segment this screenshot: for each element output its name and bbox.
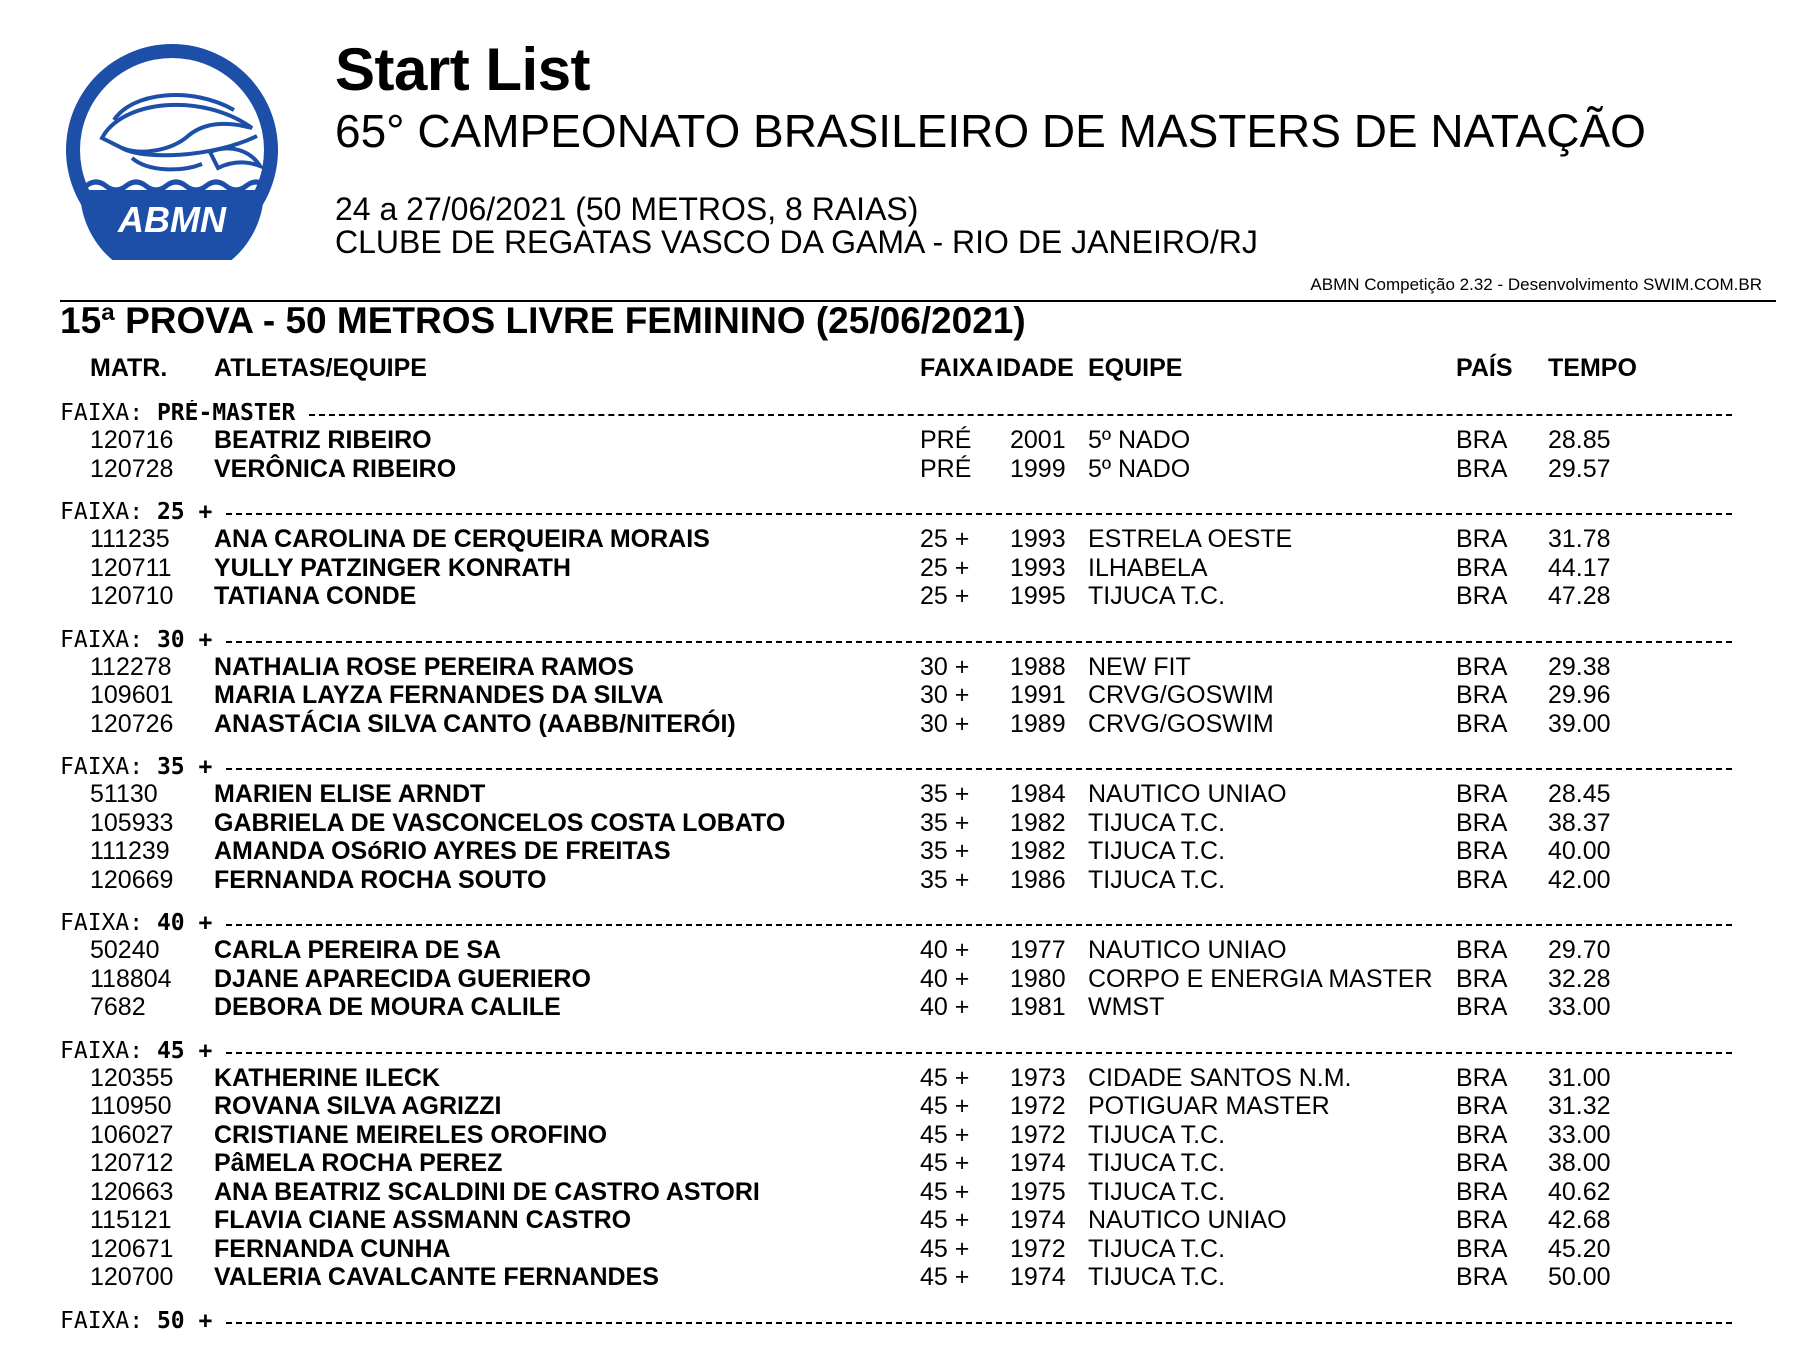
faixa-group — [0, 1308, 1812, 1334]
cell-name: ANA CAROLINA DE CERQUEIRA MORAIS — [214, 525, 710, 553]
cell-tempo: 50.00 — [1548, 1263, 1611, 1291]
cell-name: DJANE APARECIDA GUERIERO — [214, 964, 591, 993]
cell-name: FLAVIA CIANE ASSMANN CASTRO — [214, 1206, 632, 1234]
cell-equipe: NAUTICO UNIAO — [1088, 780, 1287, 808]
cell-tempo: 42.68 — [1548, 1206, 1611, 1234]
faixa-prefix: FAIXA: — [60, 910, 157, 936]
cell-idade: 1993 — [1010, 525, 1066, 553]
faixa-header — [0, 1308, 1812, 1334]
col-header-tempo: TEMPO — [1548, 354, 1637, 382]
cell-faixa: 35 + — [920, 808, 970, 837]
cell-faixa: 40 + — [920, 964, 970, 993]
table-row — [0, 993, 1812, 1022]
software-credit: ABMN Competição 2.32 - Desenvolvimento SWIM.COM.BR — [1310, 275, 1762, 294]
cell-pais: BRA — [1456, 808, 1508, 837]
cell-pais: BRA — [1456, 837, 1508, 865]
faixa-label — [60, 400, 295, 426]
cell-matr: 106027 — [90, 1120, 174, 1149]
cell-pais: BRA — [1456, 553, 1508, 582]
table-row — [0, 582, 1812, 611]
cell-pais: BRA — [1456, 1120, 1508, 1149]
cell-equipe: TIJUCA T.C. — [1088, 582, 1226, 610]
faixa-label — [60, 1038, 212, 1064]
table-row — [0, 1178, 1812, 1207]
cell-tempo: 33.00 — [1548, 993, 1611, 1021]
start-list — [0, 400, 1812, 1350]
cell-pais: BRA — [1456, 454, 1508, 483]
cell-idade: 1986 — [1010, 865, 1066, 894]
faixa-group — [0, 499, 1812, 611]
cell-equipe: TIJUCA T.C. — [1088, 1120, 1226, 1149]
cell-matr: 120711 — [90, 553, 172, 582]
faixa-prefix: FAIXA: — [60, 499, 157, 525]
cell-pais: BRA — [1456, 1234, 1508, 1263]
cell-name: ANA BEATRIZ SCALDINI DE CASTRO ASTORI — [214, 1177, 760, 1206]
cell-pais: BRA — [1456, 681, 1508, 709]
cell-equipe: NAUTICO UNIAO — [1088, 1206, 1287, 1234]
cell-tempo: 40.00 — [1548, 837, 1611, 865]
table-row — [0, 1235, 1812, 1264]
cell-equipe: WMST — [1088, 993, 1165, 1021]
cell-equipe: TIJUCA T.C. — [1088, 1263, 1226, 1291]
faixa-label — [60, 627, 212, 653]
cell-pais: BRA — [1456, 1206, 1508, 1234]
cell-matr: 120728 — [90, 454, 174, 483]
table-row — [0, 809, 1812, 838]
cell-tempo: 31.78 — [1548, 525, 1611, 553]
cell-pais: BRA — [1456, 1263, 1508, 1291]
table-row — [0, 455, 1812, 484]
faixa-group — [0, 754, 1812, 894]
table-row — [0, 936, 1812, 965]
cell-tempo: 29.57 — [1548, 454, 1611, 483]
cell-equipe: CIDADE SANTOS N.M. — [1088, 1063, 1352, 1092]
cell-idade: 1975 — [1010, 1177, 1066, 1206]
cell-faixa: 30 + — [920, 709, 970, 738]
cell-faixa: 45 + — [920, 1092, 970, 1120]
faixa-header — [0, 400, 1812, 426]
cell-matr: 120700 — [90, 1263, 174, 1291]
cell-tempo: 32.28 — [1548, 964, 1611, 993]
cell-faixa: 45 + — [920, 1149, 970, 1177]
col-header-equipe: EQUIPE — [1088, 354, 1183, 382]
abmn-logo — [62, 40, 282, 260]
cell-tempo: 44.17 — [1548, 553, 1611, 582]
table-row — [0, 1121, 1812, 1150]
col-header-pais: PAÍS — [1456, 354, 1513, 382]
faixa-dashed-rule — [226, 924, 1732, 926]
cell-name: CRISTIANE MEIRELES OROFINO — [214, 1120, 608, 1149]
cell-pais: BRA — [1456, 1177, 1508, 1206]
cell-tempo: 33.00 — [1548, 1120, 1611, 1149]
cell-tempo: 31.00 — [1548, 1063, 1611, 1092]
faixa-group — [0, 1038, 1812, 1292]
faixa-dashed-rule — [309, 414, 1732, 416]
cell-matr: 7682 — [90, 993, 146, 1021]
cell-tempo: 45.20 — [1548, 1234, 1611, 1263]
faixa-header — [0, 627, 1812, 653]
faixa-header — [0, 499, 1812, 525]
cell-pais: BRA — [1456, 1149, 1508, 1177]
cell-idade: 1972 — [1010, 1120, 1066, 1149]
cell-name: ANASTÁCIA SILVA CANTO (AABB/NITERÓI) — [214, 709, 736, 738]
table-row — [0, 1092, 1812, 1121]
cell-faixa: 40 + — [920, 936, 970, 964]
cell-name: PâMELA ROCHA PEREZ — [214, 1149, 503, 1177]
cell-name: MARIEN ELISE ARNDT — [214, 780, 486, 808]
faixa-group — [0, 400, 1812, 483]
cell-equipe: TIJUCA T.C. — [1088, 1177, 1226, 1206]
cell-idade: 1981 — [1010, 993, 1066, 1021]
cell-equipe: TIJUCA T.C. — [1088, 865, 1226, 894]
table-row — [0, 780, 1812, 809]
faixa-header — [0, 754, 1812, 780]
cell-equipe: TIJUCA T.C. — [1088, 1234, 1226, 1263]
col-header-atletas: ATLETAS/EQUIPE — [214, 354, 427, 382]
cell-name: YULLY PATZINGER KONRATH — [214, 553, 571, 582]
cell-matr: 120671 — [90, 1234, 174, 1263]
cell-idade: 1984 — [1010, 780, 1066, 808]
cell-faixa: 45 + — [920, 1120, 970, 1149]
cell-matr: 120669 — [90, 865, 174, 894]
cell-tempo: 38.00 — [1548, 1149, 1611, 1177]
faixa-name: 50 + — [156, 1307, 213, 1334]
faixa-prefix: FAIXA: — [60, 626, 157, 653]
table-row — [0, 965, 1812, 994]
faixa-group — [0, 627, 1812, 739]
cell-tempo: 40.62 — [1548, 1177, 1611, 1206]
cell-idade: 1995 — [1010, 582, 1066, 610]
cell-matr: 120726 — [90, 709, 174, 738]
faixa-label — [60, 754, 212, 780]
cell-faixa: 45 + — [920, 1177, 970, 1206]
cell-name: AMANDA OSóRIO AYRES DE FREITAS — [214, 837, 671, 865]
cell-faixa: 30 + — [920, 652, 970, 681]
event-venue: CLUBE DE REGATAS VASCO DA GAMA - RIO DE JANEIRO/RJ — [335, 224, 1258, 260]
cell-matr: 120716 — [90, 426, 174, 454]
cell-equipe: ILHABELA — [1088, 553, 1208, 582]
cell-name: DEBORA DE MOURA CALILE — [214, 993, 561, 1021]
cell-faixa: 45 + — [920, 1063, 970, 1092]
cell-equipe: NEW FIT — [1088, 652, 1191, 681]
cell-matr: 120710 — [90, 582, 174, 610]
cell-matr: 118804 — [90, 964, 172, 993]
cell-idade: 1972 — [1010, 1234, 1066, 1263]
cell-idade: 1974 — [1010, 1149, 1066, 1177]
dolphin-logo-icon — [62, 40, 282, 260]
cell-faixa: 25 + — [920, 525, 970, 553]
cell-equipe: TIJUCA T.C. — [1088, 837, 1226, 865]
cell-matr: 105933 — [90, 808, 174, 837]
cell-faixa: 45 + — [920, 1234, 970, 1263]
table-row — [0, 426, 1812, 455]
cell-tempo: 29.70 — [1548, 936, 1611, 964]
cell-idade: 1989 — [1010, 709, 1066, 738]
table-row — [0, 1064, 1812, 1093]
cell-name: ROVANA SILVA AGRIZZI — [214, 1092, 502, 1120]
event-dates: 24 a 27/06/2021 (50 METROS, 8 RAIAS) — [335, 191, 919, 227]
cell-pais: BRA — [1456, 936, 1508, 964]
cell-pais: BRA — [1456, 865, 1508, 894]
cell-faixa: 35 + — [920, 780, 970, 808]
cell-name: TATIANA CONDE — [214, 582, 417, 610]
faixa-name: 45 + — [156, 1037, 213, 1064]
cell-tempo: 38.37 — [1548, 808, 1611, 837]
cell-faixa: PRÉ — [920, 426, 972, 454]
cell-pais: BRA — [1456, 709, 1508, 738]
cell-matr: 51130 — [90, 780, 158, 808]
cell-name: FERNANDA CUNHA — [214, 1234, 451, 1263]
faixa-label — [60, 1308, 212, 1334]
cell-equipe: NAUTICO UNIAO — [1088, 936, 1287, 964]
cell-idade: 1972 — [1010, 1092, 1066, 1120]
cell-equipe: TIJUCA T.C. — [1088, 808, 1226, 837]
cell-idade: 1991 — [1010, 681, 1066, 709]
cell-idade: 1982 — [1010, 808, 1066, 837]
cell-faixa: 30 + — [920, 681, 970, 709]
col-header-faixa: FAIXA — [920, 354, 994, 382]
cell-matr: 120712 — [90, 1149, 174, 1177]
cell-matr: 120663 — [90, 1177, 174, 1206]
cell-tempo: 29.38 — [1548, 652, 1611, 681]
cell-name: BEATRIZ RIBEIRO — [214, 426, 432, 454]
cell-idade: 1999 — [1010, 454, 1066, 483]
cell-matr: 112278 — [90, 652, 172, 681]
cell-idade: 1973 — [1010, 1063, 1066, 1092]
faixa-name: 30 + — [156, 626, 213, 653]
cell-tempo: 47.28 — [1548, 582, 1611, 610]
cell-faixa: 35 + — [920, 865, 970, 894]
faixa-dashed-rule — [226, 513, 1732, 515]
cell-matr: 110950 — [90, 1092, 172, 1120]
cell-equipe: 5º NADO — [1088, 426, 1191, 454]
faixa-prefix: FAIXA: — [60, 1307, 157, 1334]
table-row — [0, 653, 1812, 682]
cell-pais: BRA — [1456, 652, 1508, 681]
logo-text: ABMN — [118, 199, 226, 240]
cell-faixa: 45 + — [920, 1263, 970, 1291]
faixa-name: PRÉ-MASTER — [156, 400, 296, 426]
faixa-dashed-rule — [226, 1322, 1732, 1324]
cell-pais: BRA — [1456, 426, 1508, 454]
cell-tempo: 42.00 — [1548, 865, 1611, 894]
cell-name: MARIA LAYZA FERNANDES DA SILVA — [214, 681, 664, 709]
faixa-header — [0, 910, 1812, 936]
cell-faixa: 25 + — [920, 553, 970, 582]
cell-pais: BRA — [1456, 993, 1508, 1021]
cell-idade: 1974 — [1010, 1206, 1066, 1234]
faixa-dashed-rule — [226, 1052, 1732, 1054]
cell-name: VERÔNICA RIBEIRO — [214, 454, 457, 483]
table-row — [0, 554, 1812, 583]
table-row — [0, 866, 1812, 895]
cell-idade: 1974 — [1010, 1263, 1066, 1291]
table-row — [0, 1263, 1812, 1292]
cell-equipe: TIJUCA T.C. — [1088, 1149, 1226, 1177]
cell-equipe: CRVG/GOSWIM — [1088, 681, 1274, 709]
faixa-label — [60, 499, 212, 525]
cell-idade: 1977 — [1010, 936, 1066, 964]
cell-matr: 109601 — [90, 681, 174, 709]
cell-equipe: CRVG/GOSWIM — [1088, 709, 1274, 738]
cell-faixa: 40 + — [920, 993, 970, 1021]
cell-name: CARLA PEREIRA DE SA — [214, 936, 502, 964]
cell-faixa: 45 + — [920, 1206, 970, 1234]
cell-name: FERNANDA ROCHA SOUTO — [214, 865, 547, 894]
table-row — [0, 681, 1812, 710]
cell-tempo: 28.45 — [1548, 780, 1611, 808]
cell-idade: 1988 — [1010, 652, 1066, 681]
cell-matr: 111239 — [90, 837, 170, 865]
event-name: 65° CAMPEONATO BRASILEIRO DE MASTERS DE NATAÇÃO — [335, 105, 1646, 157]
cell-pais: BRA — [1456, 1092, 1508, 1120]
col-header-idade: IDADE — [996, 354, 1074, 382]
table-row — [0, 1206, 1812, 1235]
faixa-label — [60, 910, 212, 936]
cell-idade: 2001 — [1010, 426, 1066, 454]
cell-tempo: 28.85 — [1548, 426, 1611, 454]
cell-name: GABRIELA DE VASCONCELOS COSTA LOBATO — [214, 808, 786, 837]
cell-equipe: 5º NADO — [1088, 454, 1191, 483]
cell-pais: BRA — [1456, 780, 1508, 808]
table-row — [0, 525, 1812, 554]
cell-tempo: 39.00 — [1548, 709, 1611, 738]
cell-idade: 1980 — [1010, 964, 1066, 993]
prova-title: 15ª PROVA - 50 METROS LIVRE FEMININO (25/06/2021) — [60, 300, 1026, 341]
cell-matr: 115121 — [90, 1206, 172, 1234]
cell-equipe: POTIGUAR MASTER — [1088, 1092, 1330, 1120]
cell-idade: 1993 — [1010, 553, 1066, 582]
faixa-name: 40 + — [156, 910, 213, 936]
faixa-name: 35 + — [156, 754, 213, 780]
faixa-header — [0, 1038, 1812, 1064]
faixa-dashed-rule — [226, 641, 1732, 643]
table-row — [0, 837, 1812, 866]
cell-tempo: 31.32 — [1548, 1092, 1611, 1120]
cell-equipe: CORPO E ENERGIA MASTER — [1088, 964, 1433, 993]
cell-name: KATHERINE ILECK — [214, 1063, 440, 1092]
cell-name: VALERIA CAVALCANTE FERNANDES — [214, 1263, 659, 1291]
cell-tempo: 29.96 — [1548, 681, 1611, 709]
faixa-dashed-rule — [226, 768, 1732, 770]
cell-matr: 111235 — [90, 525, 170, 553]
cell-faixa: 25 + — [920, 582, 970, 610]
cell-matr: 120355 — [90, 1063, 174, 1092]
cell-equipe: ESTRELA OESTE — [1088, 525, 1293, 553]
page-title: Start List — [335, 36, 591, 103]
faixa-prefix: FAIXA: — [60, 754, 157, 780]
cell-matr: 50240 — [90, 936, 160, 964]
cell-faixa: PRÉ — [920, 454, 972, 483]
table-row — [0, 710, 1812, 739]
faixa-prefix: FAIXA: — [60, 400, 157, 426]
faixa-name: 25 + — [156, 499, 213, 525]
table-row — [0, 1149, 1812, 1178]
cell-pais: BRA — [1456, 525, 1508, 553]
cell-pais: BRA — [1456, 582, 1508, 610]
cell-faixa: 35 + — [920, 837, 970, 865]
cell-name: NATHALIA ROSE PEREIRA RAMOS — [214, 652, 634, 681]
cell-pais: BRA — [1456, 964, 1508, 993]
cell-pais: BRA — [1456, 1063, 1508, 1092]
cell-idade: 1982 — [1010, 837, 1066, 865]
faixa-prefix: FAIXA: — [60, 1037, 157, 1064]
col-header-matr: MATR. — [90, 354, 168, 382]
faixa-group — [0, 910, 1812, 1022]
